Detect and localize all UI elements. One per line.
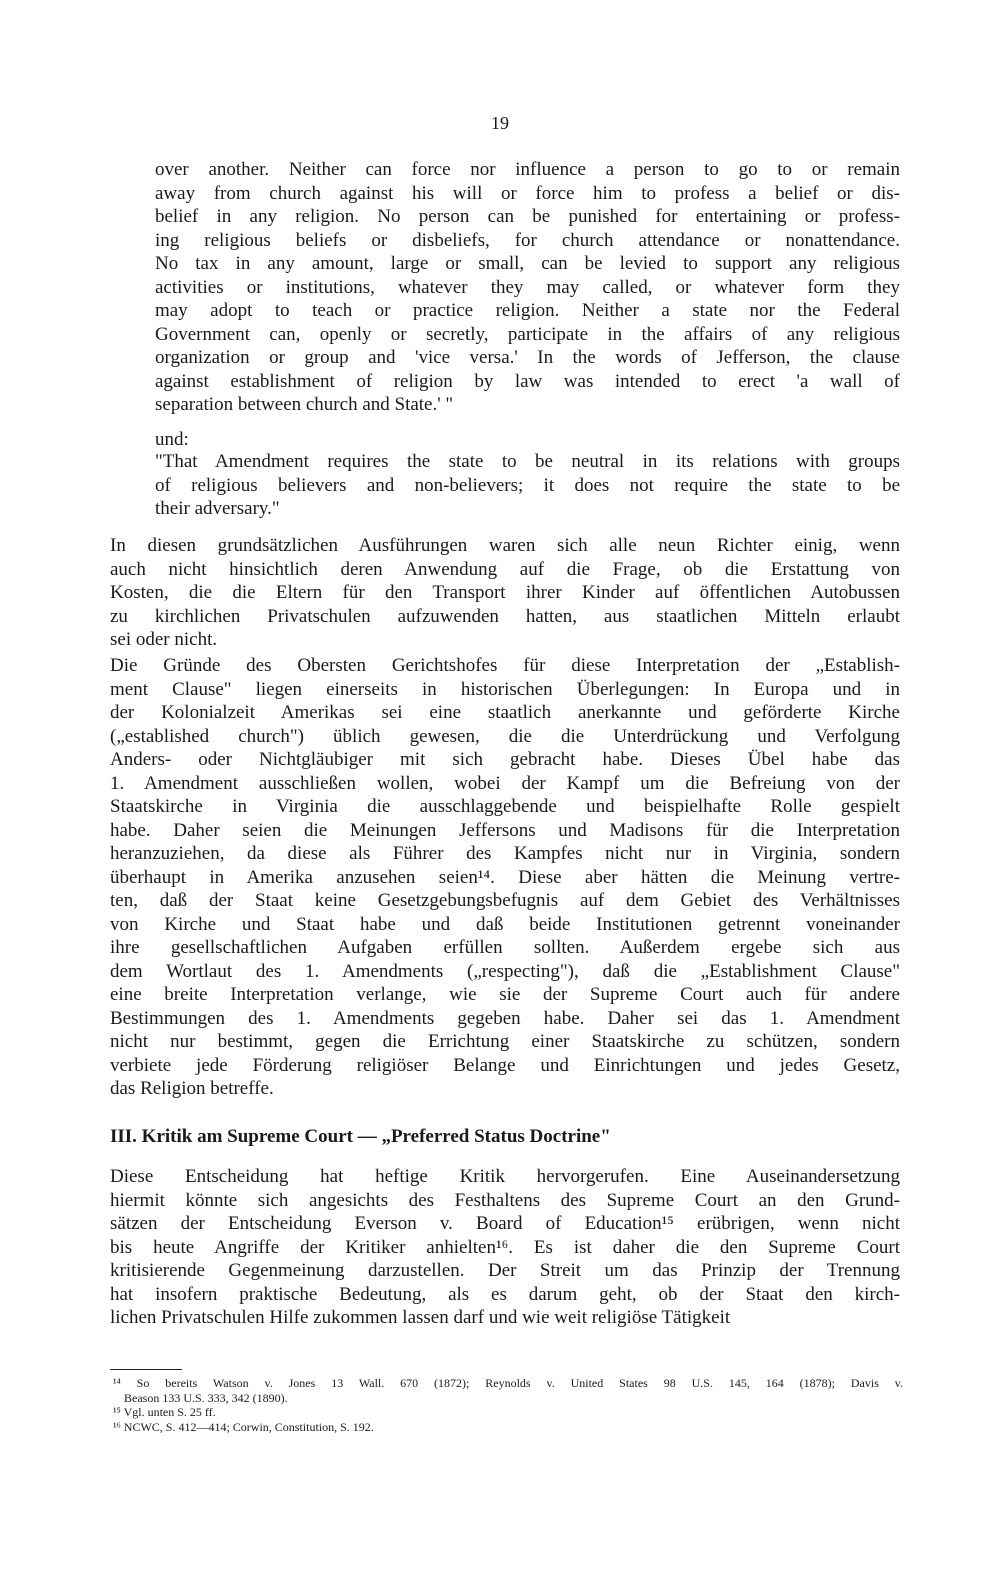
text-line: kritisierende Gegenmeinung darzustellen. Der Streit um das Prinzip der Trennung — [110, 1260, 900, 1281]
text-line: verbiete jede Förderung religiöser Belange und Einrichtungen und jedes Gesetz, — [110, 1054, 900, 1076]
section-heading: III. Kritik am Supreme Court — „Preferred Status Doctrine" — [110, 1126, 611, 1147]
quote-block-1 — [155, 158, 900, 417]
text-line: dem Wortlaut des 1. Amendments („respecting"), daß die „Establishment Clause" — [110, 960, 900, 982]
footnotes — [113, 1376, 903, 1434]
text-line: Bestimmungen des 1. Amendments gegeben habe. Daher sei das 1. Amendment — [110, 1007, 900, 1029]
text-line: heranzuziehen, da diese als Führer des Kampfes nicht nur in Virginia, sondern — [110, 843, 900, 864]
text-line: of religious believers and non-believers; it does not require the state to be — [155, 474, 900, 496]
text-line: eine breite Interpretation verlange, wie sie der Supreme Court auch für andere — [110, 984, 900, 1005]
text-line: Anders- oder Nichtgläubiger mit sich gebracht habe. Dieses Übel habe das — [110, 749, 900, 770]
text-line: Kosten, die die Eltern für den Transport ihrer Kinder auf öffentlichen Autobussen — [110, 582, 900, 603]
text-line: activities or institutions, whatever they may called, or whatever form they — [155, 276, 900, 298]
text-line: bis heute Angriffe der Kritiker anhielten¹⁶. Es ist daher die den Supreme Court — [110, 1236, 900, 1258]
text-line: ing religious beliefs or disbeliefs, for church attendance or nonattendance. — [155, 229, 900, 251]
text-line: der Kolonialzeit Amerikas sei eine staatlich anerkannte und geförderte Kirche — [110, 702, 900, 723]
footnote-14: ¹⁴ So bereits Watson v. Jones 13 Wall. 670 (1872); Reynolds v. United States 98 U.S. 145, 164 (1878); Davis v. — [113, 1376, 903, 1390]
text-line: 1. Amendment ausschließen wollen, wobei der Kampf um die Befreiung von der — [110, 772, 900, 794]
text-line: überhaupt in Amerika anzusehen seien¹⁴. Diese aber hätten die Meinung vertre- — [110, 866, 900, 888]
page-number: 19 — [491, 113, 509, 133]
footnote-divider — [110, 1369, 182, 1370]
und-label — [155, 428, 900, 452]
text-line: separation between church and State.' " — [155, 394, 454, 415]
text-line: Staatskirche in Virginia die ausschlaggebende und beispielhafte Rolle gespielt — [110, 796, 900, 817]
text-line: "That Amendment requires the state to be neutral in its relations with groups — [155, 451, 900, 472]
text-line: habe. Daher seien die Meinungen Jeffersons und Madisons für die Interpretation — [110, 819, 900, 841]
footnote-16: ¹⁶ NCWC, S. 412—414; Corwin, Constitution, S. 192. — [113, 1419, 374, 1434]
text-line: lichen Privatschulen Hilfe zukommen lassen darf und wie weit religiöse Tätigkeit — [110, 1307, 731, 1328]
text-line: sätzen der Entscheidung Everson v. Board of Education¹⁵ erübrigen, wenn nicht — [110, 1213, 900, 1234]
text-line: („established church") üblich gewesen, die die Unterdrückung und Verfolgung — [110, 725, 900, 747]
text-line: sei oder nicht. — [110, 629, 218, 650]
text-line: No tax in any amount, large or small, can be levied to support any religious — [155, 253, 900, 274]
text-line: hiermit könnte sich angesichts des Festhaltens des Supreme Court an den Grund- — [110, 1189, 900, 1211]
quote-block-2 — [155, 450, 900, 521]
text-line: their adversary." — [155, 498, 280, 519]
text-line: das Religion betreffe. — [110, 1078, 274, 1099]
text-line: ihre gesellschaftlichen Aufgaben erfüllen sollten. Außerdem ergebe sich aus — [110, 937, 900, 958]
text-line: may adopt to teach or practice religion. Neither a state nor the Federal — [155, 300, 900, 321]
text-line: zu kirchlichen Privatschulen aufzuwenden hatten, aus staatlichen Mitteln erlaubt — [110, 605, 900, 627]
text-line: organization or group and 'vice versa.' In the words of Jefferson, the clause — [155, 347, 900, 368]
footnote-14-continued: Beason 133 U.S. 333, 342 (1890). — [124, 1390, 288, 1405]
und-text: und: — [155, 429, 189, 450]
paragraph-2 — [110, 654, 900, 1101]
text-line: In diesen grundsätzlichen Ausführungen waren sich alle neun Richter einig, wenn — [110, 535, 900, 556]
text-line: over another. Neither can force nor influence a person to go to or remain — [155, 159, 900, 180]
text-line: auch nicht hinsichtlich deren Anwendung auf die Frage, ob die Erstattung von — [110, 558, 900, 580]
footnote-15: ¹⁵ Vgl. unten S. 25 ff. — [113, 1405, 216, 1419]
text-line: ment Clause" liegen einerseits in historischen Überlegungen: In Europa und in — [110, 678, 900, 700]
text-line: away from church against his will or force him to profess a belief or dis- — [155, 182, 900, 204]
text-line: belief in any religion. No person can be punished for entertaining or profess- — [155, 206, 900, 227]
text-line: hat insofern praktische Bedeutung, als es darum geht, ob der Staat den kirch- — [110, 1283, 900, 1305]
text-line: Diese Entscheidung hat heftige Kritik hervorgerufen. Eine Auseinandersetzung — [110, 1166, 900, 1187]
text-line: Government can, openly or secretly, participate in the affairs of any religious — [155, 323, 900, 345]
paragraph-1 — [110, 534, 900, 652]
text-line: nicht nur bestimmt, gegen die Errichtung einer Staatskirche zu schützen, sondern — [110, 1031, 900, 1052]
text-line: Die Gründe des Obersten Gerichtshofes für diese Interpretation der „Establish- — [110, 655, 900, 676]
text-line: ten, daß der Staat keine Gesetzgebungsbefugnis auf dem Gebiet des Verhältnisses — [110, 890, 900, 911]
paragraph-3 — [110, 1165, 900, 1330]
text-line: against establishment of religion by law was intended to erect 'a wall of — [155, 370, 900, 392]
text-line: von Kirche und Staat habe und daß beide Institutionen getrennt voneinander — [110, 913, 900, 935]
